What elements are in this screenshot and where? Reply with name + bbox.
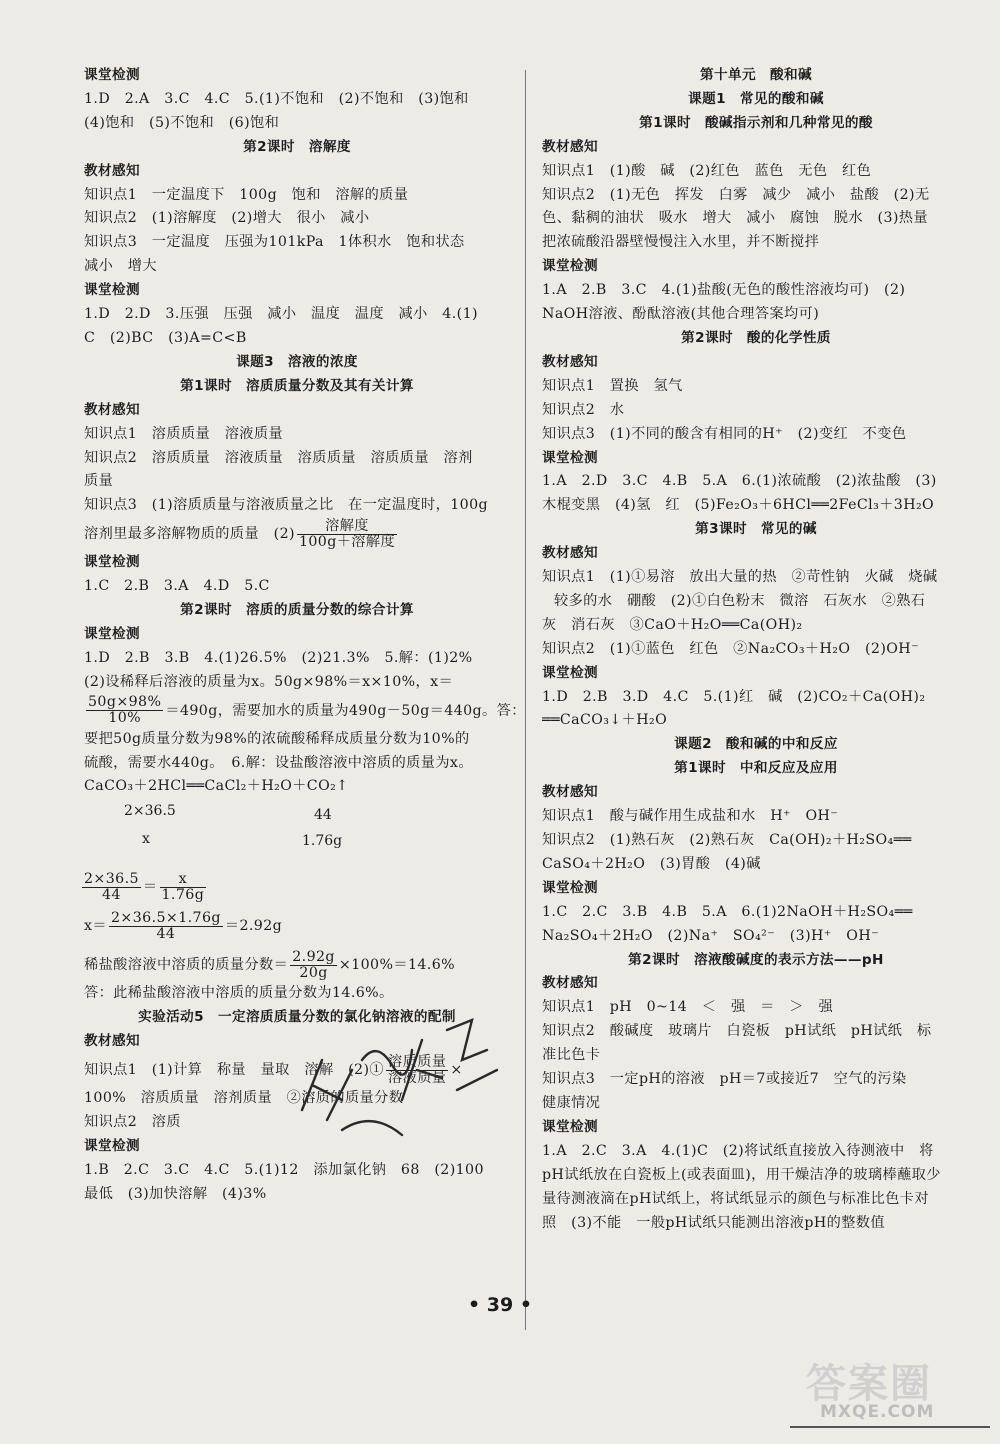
numerator: 2×36.5 [84,870,139,887]
denominator: 10% [108,710,142,727]
bottom-rule [790,1426,990,1428]
lesson-heading: 实验活动5 一定溶质质量分数的氯化钠溶液的配制 [138,1009,456,1026]
text: x＝ [84,918,107,935]
lesson-heading: 第1课时 中和反应及应用 [674,760,838,777]
section-label: 课堂检测 [542,664,598,681]
section-label: 课堂检测 [542,1118,598,1135]
chemical-equation: CaCO₃＋2HCl══CaCl₂＋H₂O＋CO₂↑ [84,778,349,795]
answer-line: 知识点3 一定温度 压强为101kPa 1体积水 饱和状态 [84,234,465,251]
denominator: 100g＋溶解度 [298,533,396,550]
section-label: 教材感知 [542,353,598,370]
answer-line: 量待测液滴在pH试纸上，将试纸显示的颜色与标准比色卡对 [542,1190,929,1207]
answer-line: 知识点2 溶质 [84,1114,181,1130]
answer-line: 最低 (3)加快溶解 (4)3% [84,1185,267,1202]
answer-line: ══CaCO₃↓＋H₂O [542,712,668,729]
fraction [160,872,207,903]
text: ＝490g，需要加水的质量为490g－50g＝440g。答： [165,702,526,719]
denominator: 1.76g [161,886,205,903]
fraction [109,911,223,942]
answer-line-fraction [84,694,526,728]
answer-line: 灰 消石灰 ③CaO＋H₂O══Ca(OH)₂ [542,616,803,633]
ratio-value: 44 [314,807,332,824]
answer-line: 知识点2 (1)①蓝色 红色 ②Na₂CO₃＋H₂O (2)OH⁻ [542,640,919,657]
answer-line: 1.B 2.C 3.C 4.C 5.(1)12 添加氯化钠 68 (2)100 [84,1161,484,1178]
answer-line: 1.C 2.B 3.A 4.D 5.C [84,578,270,595]
section-label: 课堂检测 [84,1137,140,1154]
lesson-heading: 第2课时 溶质的质量分数的综合计算 [180,602,414,619]
text: ＝ [142,879,158,896]
fraction [86,695,163,726]
lesson-heading: 第1课时 酸碱指示剂和几种常见的酸 [639,114,873,131]
calculation-line [84,910,510,943]
lesson-heading: 第2课时 酸的化学性质 [681,329,831,346]
answer-line: 知识点1 (1)①易溶 放出大量的热 ②苛性钠 火碱 烧碱 [542,569,938,586]
answer-line-fraction [84,518,510,551]
text: 稀盐酸溶液中溶质的质量分数＝ [84,957,289,974]
numerator: 溶质质量 [388,1053,447,1070]
answer-line: 知识点3 一定pH的溶液 pH＝7或接近7 空气的污染 [542,1071,907,1088]
answer-line: NaOH溶液、酚酞溶液(其他合理答案均可) [542,306,820,323]
answer-line: 知识点2 (1)熟石灰 (2)熟石灰 Ca(OH)₂＋H₂SO₄══ [542,832,912,848]
ratio-value: 2×36.5 [124,803,176,820]
text: × [450,1062,463,1079]
answer-line: 答：此稀盐酸溶液中溶质的质量分数为14.6%。 [84,985,394,1002]
answer-line: pH试纸放在白瓷板上(或表面皿)，用干燥洁净的玻璃棒蘸取少 [542,1166,941,1183]
answer-line: (2)设稀释后溶液的质量为x。50g×98%＝x×10%，x＝ [84,673,454,690]
lesson-heading: 第3课时 常见的碱 [695,521,817,538]
answer-line: 1.A 2.B 3.C 4.(1)盐酸(无色的酸性溶液均可) (2) [542,282,906,299]
answer-line: 知识点2 酸碱度 玻璃片 白瓷板 pH试纸 pH试纸 标 [542,1023,932,1040]
answer-line: Na₂SO₄＋2H₂O (2)Na⁺ SO₄²⁻ (3)H⁺ OH⁻ [542,927,879,944]
answer-line: 照 (3)不能 一般pH试纸只能测出溶液pH的整数值 [542,1214,885,1231]
answer-line: 知识点2 (1)溶解度 (2)增大 很小 减小 [84,210,370,227]
unit-heading: 第十单元 酸和碱 [700,67,812,83]
text: ＝2.92g [224,918,283,935]
answer-line: 知识点1 酸与碱作用生成盐和水 H⁺ OH⁻ [542,808,839,825]
text: ×100%＝14.6% [338,957,456,974]
answer-line: 木棍变黑 (4)氢 红 (5)Fe₂O₃＋6HCl══2FeCl₃＋3H₂O [542,497,935,514]
answer-line: 要把50g质量分数为98%的浓硫酸稀释成质量分数为10%的 [84,730,470,747]
numerator: 50g×98% [88,694,162,711]
topic-heading: 课题2 酸和碱的中和反应 [674,736,838,753]
answer-line: C (2)BC (3)A=C<B [84,329,247,346]
left-column [84,64,526,1207]
answer-line: 较多的水 硼酸 (2)①白色粉末 微溶 石灰水 ②熟石 [554,592,926,609]
section-label: 课堂检测 [84,625,140,642]
watermark-text: 答案圈 [806,1361,932,1407]
numerator: x [160,872,207,888]
answer-line: 健康情况 [542,1094,601,1111]
text: 溶剂里最多溶解物质的质量 (2) [84,526,295,543]
answer-line: 知识点3 (1)不同的酸含有相同的H⁺ (2)变红 不变色 [542,425,907,442]
lesson-heading: 第2课时 溶液酸碱度的表示方法——pH [628,951,884,968]
answer-line: 1.D 2.B 3.D 4.C 5.(1)红 碱 (2)CO₂＋Ca(OH)₂ [542,688,926,705]
calculation-line [84,949,510,982]
denominator: 44 [156,925,176,942]
answer-line: 1.D 2.B 3.B 4.(1)26.5% (2)21.3% 5.解：(1)2% [84,649,473,666]
section-label: 课堂检测 [84,67,140,83]
fraction [290,950,337,981]
answer-line: 知识点1 pH 0~14 ＜ 强 ＝ ＞ 强 [542,999,834,1016]
answer-line-fraction [84,1054,510,1087]
answer-line: 知识点2 溶质质量 溶液质量 溶质质量 溶质质量 溶剂 [84,449,473,466]
answer-line: 1.A 2.D 3.C 4.B 5.A 6.(1)浓硫酸 (2)浓盐酸 (3) [542,473,937,490]
section-label: 课堂检测 [542,258,598,275]
answer-line: 1.D 2.A 3.C 4.C 5.(1)不饱和 (2)不饱和 (3)饱和 [84,90,469,107]
denominator: 44 [102,886,121,903]
fraction [386,1055,448,1086]
answer-line: 知识点1 置换 氢气 [542,377,683,394]
answer-line: 减小 增大 [84,258,157,275]
proportion-line [80,871,510,904]
answer-line: 知识点1 (1)酸 碱 (2)红色 蓝色 无色 红色 [542,162,872,179]
numerator: 2×36.5×1.76g [111,909,221,926]
answer-line: 知识点2 水 [542,401,625,418]
text: 知识点1 (1)计算 称量 量取 溶解 (2)① [84,1062,385,1079]
equation-ratios [84,799,510,871]
answer-line: 知识点3 (1)溶质质量与溶液质量之比 在一定温度时，100g [84,497,488,514]
answer-line: 准比色卡 [542,1047,601,1064]
section-label: 课堂检测 [84,554,140,571]
section-label: 教材感知 [84,401,140,418]
section-label: 教材感知 [84,1033,140,1050]
page-number: • 39 • [468,1294,532,1316]
answer-line: 1.C 2.C 3.B 4.B 5.A 6.(1)2NaOH＋H₂SO₄══ [542,903,913,920]
answer-line: 1.D 2.D 3.压强 压强 减小 温度 温度 减小 4.(1) [84,306,478,323]
topic-heading: 课题1 常见的酸和碱 [688,90,824,107]
answer-line: 质量 [84,473,114,490]
watermark-logo [800,1352,990,1432]
section-label: 教材感知 [542,784,598,801]
section-label: 课堂检测 [84,282,140,299]
right-column [542,64,970,1235]
section-label: 教材感知 [542,138,598,155]
answer-line: 硫酸，需要水440g。 6.解：设盐酸溶液中溶质的质量为x。 [84,754,473,771]
lesson-heading: 第1课时 溶质质量分数及其有关计算 [180,377,414,394]
ratio-value: x [142,831,150,848]
answer-line: 色、黏稠的油状 吸水 增大 减小 腐蚀 脱水 (3)热量 [542,210,928,227]
answer-line: 知识点1 一定温度下 100g 饱和 溶解的质量 [84,186,409,203]
section-label: 课堂检测 [542,449,598,466]
answer-line: CaSO₄＋2H₂O (3)胃酸 (4)碱 [542,855,761,872]
watermark-url: MXQE.COM [820,1402,935,1422]
numerator: 溶解度 [297,519,397,535]
answer-line: 把浓硫酸沿器壁慢慢注入水里，并不断搅拌 [542,234,820,251]
column-divider [525,70,526,1330]
section-label: 教材感知 [542,975,598,992]
answer-line: 100% 溶质质量 溶剂质量 ②溶质的质量分数 [84,1090,404,1107]
denominator: 溶液质量 [388,1069,447,1086]
section-label: 教材感知 [84,162,140,179]
fraction [82,872,141,903]
answer-line: 知识点1 溶质质量 溶液质量 [84,425,284,442]
section-label: 课堂检测 [542,879,598,896]
topic-heading: 课题3 溶液的浓度 [236,353,358,370]
fraction [297,519,397,550]
answer-line: 1.A 2.C 3.A 4.(1)C (2)将试纸直接放入待测液中 将 [542,1142,934,1159]
answer-line: 知识点2 (1)无色 挥发 白雾 减少 减小 盐酸 (2)无 [542,186,930,203]
lesson-heading: 第2课时 溶解度 [243,138,351,155]
numerator: 2.92g [292,948,335,965]
denominator: 20g [299,964,328,981]
section-label: 教材感知 [542,545,598,562]
ratio-value: 1.76g [302,833,343,850]
answer-line: (4)饱和 (5)不饱和 (6)饱和 [84,114,280,131]
